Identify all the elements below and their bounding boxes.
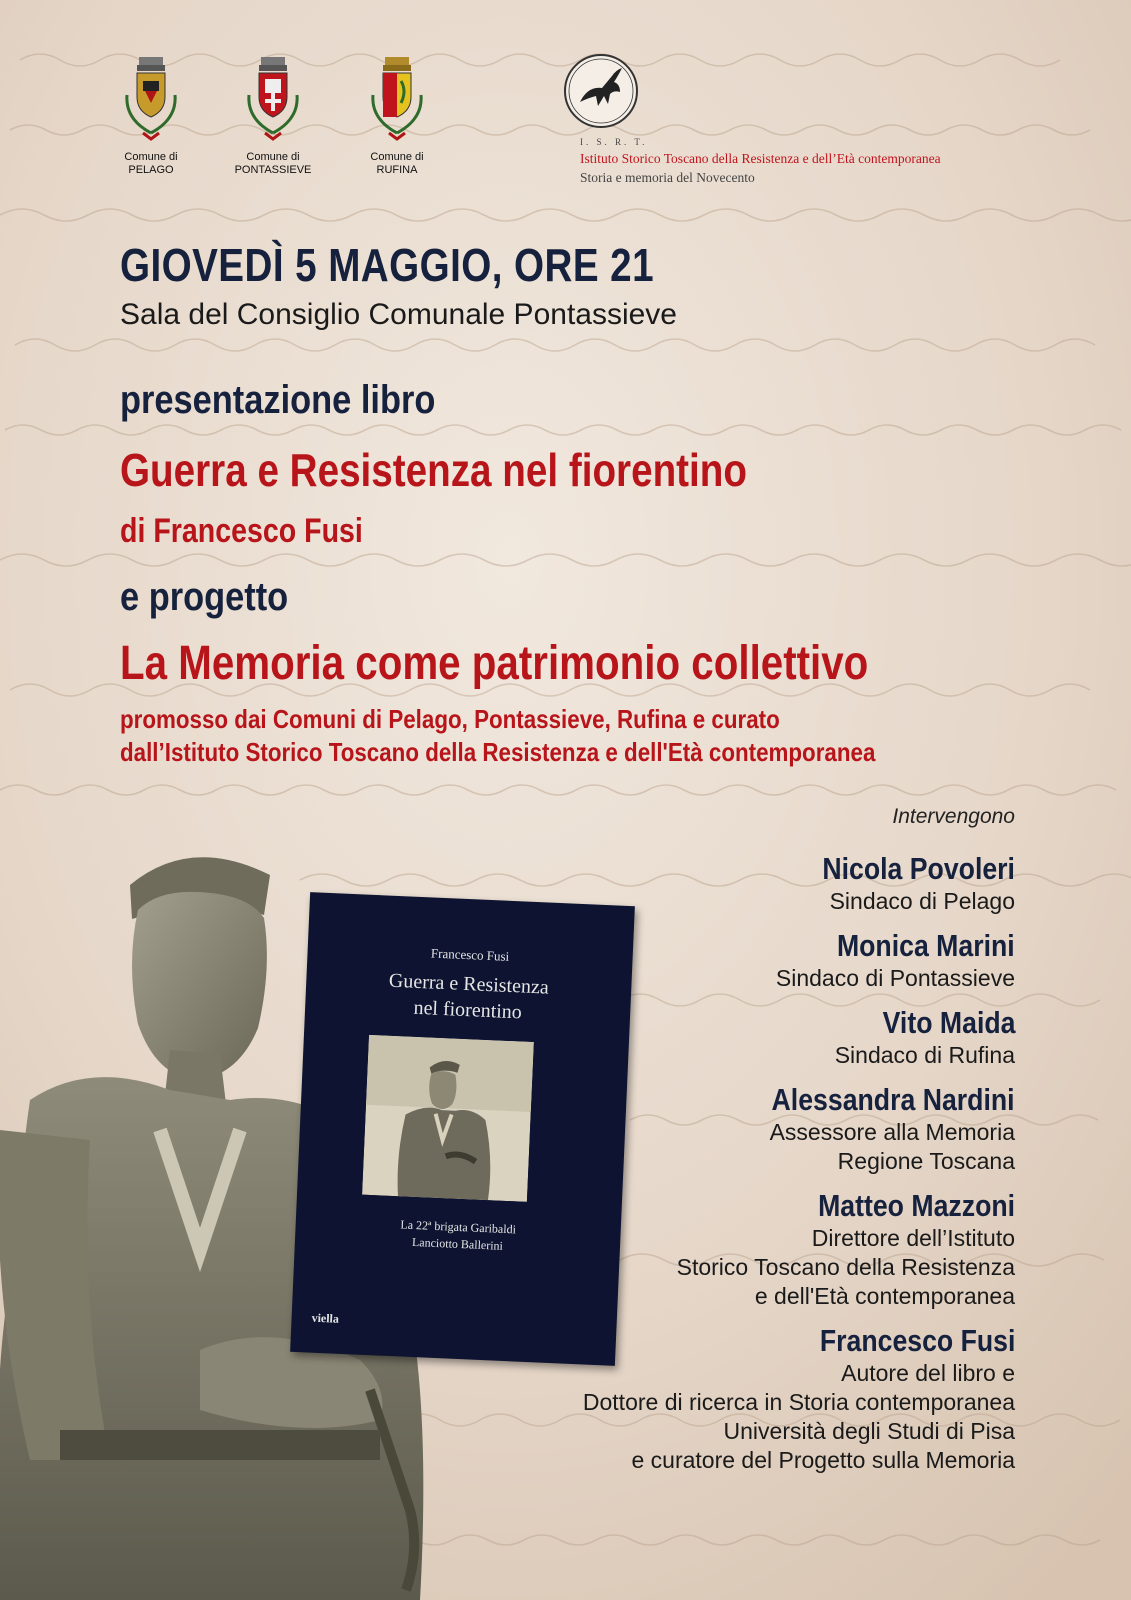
speaker-role-line: Assessore alla Memoria	[769, 1119, 1015, 1145]
crest-pontassieve	[228, 55, 318, 177]
speaker-name: Vito Maida	[882, 1005, 1015, 1040]
promo-line-1: promosso dai Comuni di Pelago, Pontassieve, Rufina e curato	[120, 704, 780, 734]
speaker-role-line: Università degli Studi di Pisa	[723, 1418, 1015, 1444]
speaker-role	[455, 1359, 1015, 1475]
crest-pontassieve-name: PONTASSIEVE	[234, 164, 312, 176]
speaker-role-line: Dottore di ricerca in Storia contemporanea	[582, 1389, 1015, 1415]
speaker-role-line: Direttore dell’Istituto	[811, 1225, 1015, 1251]
crest-pelago-name: PELAGO	[128, 164, 174, 176]
isrt-motto: Storia e memoria del Novecento	[580, 170, 755, 185]
cover-subtitle-line-2: Lanciotto Ballerini	[411, 1234, 504, 1253]
crest-rufina-name: RUFINA	[376, 164, 418, 176]
isrt-acronym: I. S. R. T.	[580, 137, 648, 147]
speaker-role-line: Autore del libro e	[841, 1360, 1015, 1386]
crest-pontassieve-line1: Comune di	[246, 151, 300, 163]
cover-publisher: viella	[311, 1310, 340, 1326]
crest-rufina-line1: Comune di	[370, 151, 424, 163]
speaker-role	[455, 964, 1015, 993]
speaker-item	[455, 928, 1015, 993]
speaker-role-line: e dell'Età contemporanea	[754, 1283, 1015, 1309]
speaker-role	[455, 1118, 1015, 1176]
book-title: Guerra e Resistenza nel fiorentino	[120, 444, 747, 496]
isrt-pegasus-logo-icon	[562, 52, 640, 134]
speaker-role-line: Regione Toscana	[837, 1148, 1015, 1174]
speakers-heading: Intervengono	[892, 805, 1015, 828]
cover-subtitle-line-1: La 22ª brigata Garibaldi	[400, 1217, 517, 1237]
isrt-name: Istituto Storico Toscano della Resistenza e dell’Età contemporanea	[580, 151, 941, 166]
speaker-role	[455, 1224, 1015, 1311]
promo-text	[120, 703, 875, 769]
speaker-name: Francesco Fusi	[819, 1323, 1015, 1358]
speaker-role	[455, 1041, 1015, 1070]
speaker-name: Alessandra Nardini	[772, 1082, 1015, 1117]
speaker-role-line: Sindaco di Pontassieve	[775, 965, 1015, 991]
pontassieve-crest-icon	[241, 55, 305, 147]
speaker-item	[455, 851, 1015, 916]
cover-title-line-2: nel fiorentino	[413, 996, 523, 1024]
speaker-role-line: Storico Toscano della Resistenza	[676, 1254, 1015, 1280]
project-title: La Memoria come patrimonio collettivo	[120, 637, 869, 690]
speaker-role-line: e curatore del Progetto sulla Memoria	[631, 1447, 1015, 1473]
speaker-role-line: Sindaco di Rufina	[834, 1042, 1015, 1068]
speaker-item	[455, 1323, 1015, 1475]
crest-pelago-line1: Comune di	[124, 151, 178, 163]
speaker-item	[455, 1188, 1015, 1311]
speaker-role-line: Sindaco di Pelago	[829, 888, 1015, 914]
intro-book: presentazione libro	[120, 378, 436, 422]
pelago-crest-icon	[119, 55, 183, 147]
speaker-role	[455, 887, 1015, 916]
event-venue: Sala del Consiglio Comunale Pontassieve	[120, 298, 677, 331]
speaker-name: Nicola Povoleri	[822, 851, 1015, 886]
speaker-item	[455, 1082, 1015, 1176]
crest-pelago	[106, 55, 196, 177]
speaker-item	[455, 1005, 1015, 1070]
crest-rufina	[352, 55, 442, 177]
promo-line-2: dall’Istituto Storico Toscano della Resistenza e dell'Età contemporanea	[120, 737, 876, 767]
speaker-name: Monica Marini	[837, 928, 1015, 963]
book-author: di Francesco Fusi	[120, 512, 363, 550]
rufina-crest-icon	[365, 55, 429, 147]
event-date: GIOVEDÌ 5 MAGGIO, ORE 21	[120, 239, 654, 291]
intro-project: e progetto	[120, 575, 289, 619]
speaker-name: Matteo Mazzoni	[818, 1188, 1015, 1223]
cover-author: Francesco Fusi	[430, 945, 510, 964]
speakers-list	[455, 805, 1015, 1487]
cover-title-line-1: Guerra e Resistenza	[388, 969, 550, 999]
